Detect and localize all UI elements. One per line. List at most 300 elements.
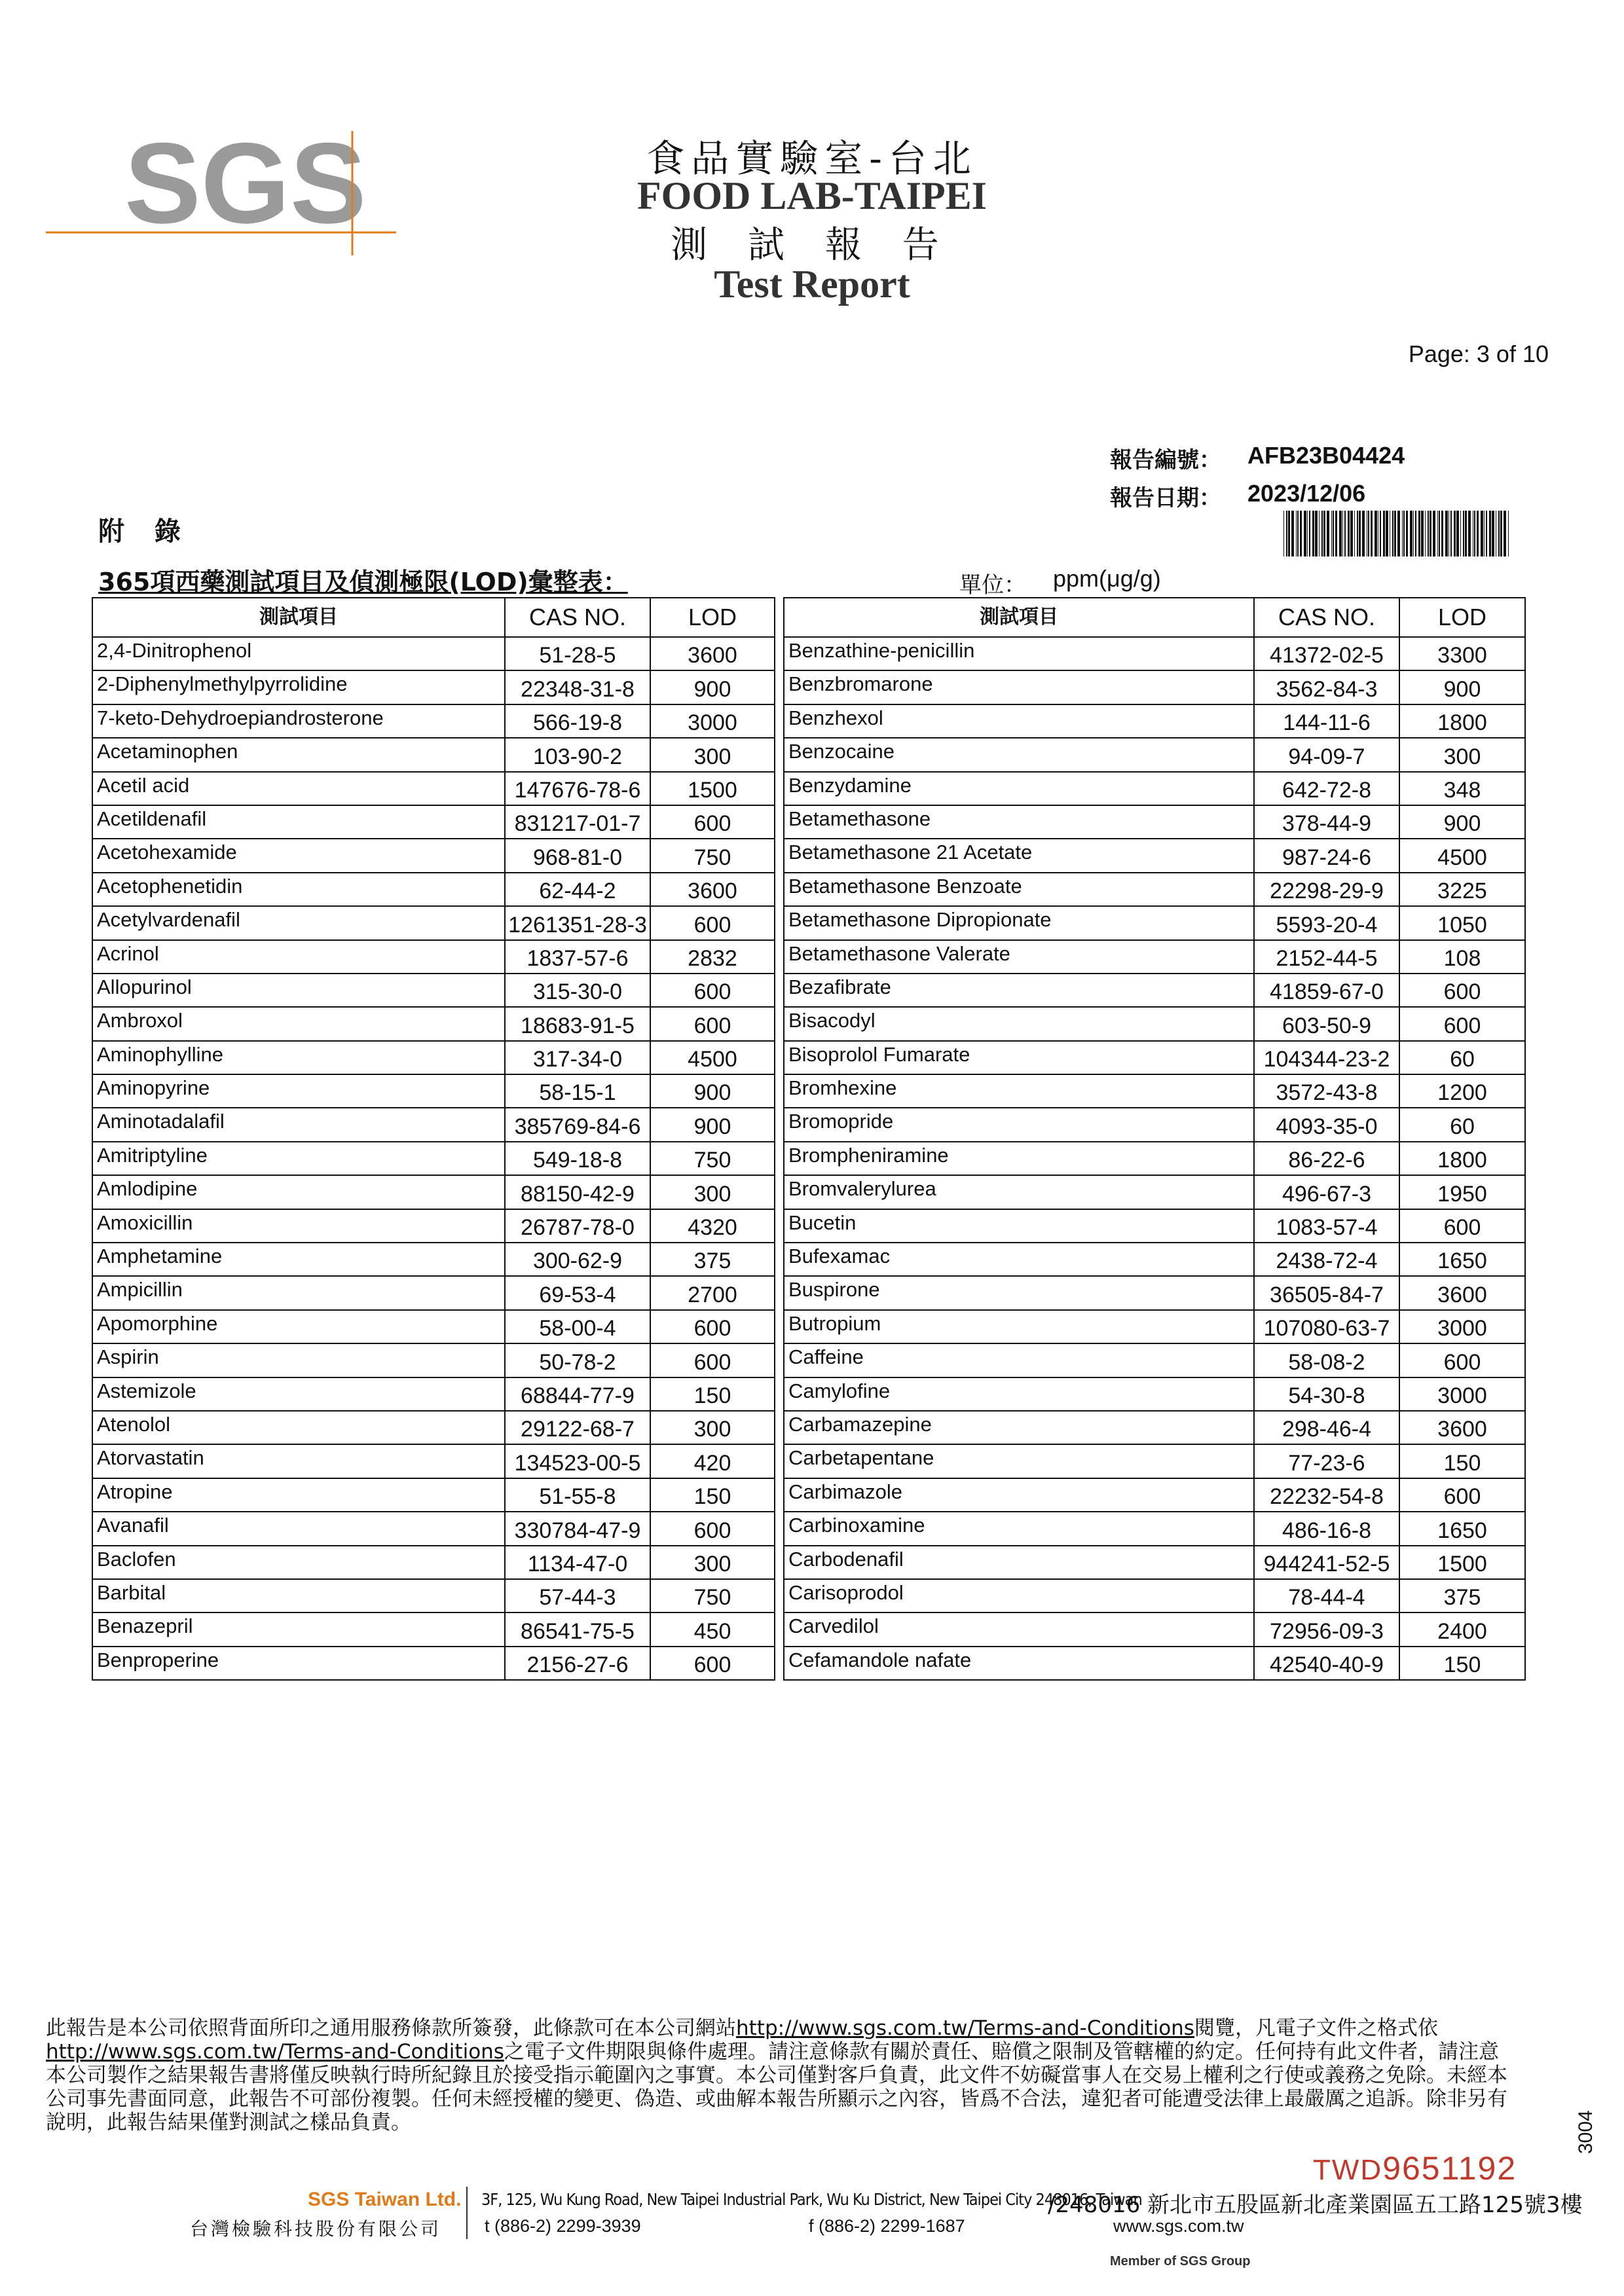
barcode-bar [1500, 511, 1502, 556]
barcode-bar [1456, 511, 1459, 556]
drug-name: 2,4-Dinitrophenol [92, 637, 505, 670]
terms-link[interactable]: http://www.sgs.com.tw/Terms-and-Conditions [736, 2016, 1194, 2040]
table-row [784, 704, 1525, 738]
table-header [784, 598, 1525, 637]
lod-value: 600 [1399, 1343, 1525, 1377]
table-row [92, 1209, 775, 1243]
cas-number: 107080-63-7 [1254, 1310, 1399, 1343]
drug-name: Carisoprodol [784, 1579, 1254, 1613]
barcode-bar [1498, 511, 1500, 556]
drug-name: Aminotadalafil [92, 1108, 505, 1141]
barcode-bar [1437, 511, 1438, 556]
table-row [92, 704, 775, 738]
lod-value: 600 [650, 1310, 775, 1343]
drug-name: Aminopyrine [92, 1074, 505, 1108]
lod-value: 3000 [1399, 1377, 1525, 1411]
lod-value: 750 [650, 1579, 775, 1613]
drug-name: Amlodipine [92, 1175, 505, 1209]
cas-number: 41372-02-5 [1254, 637, 1399, 670]
barcode-bar [1486, 511, 1487, 556]
cas-number: 144-11-6 [1254, 704, 1399, 738]
barcode-bar [1463, 511, 1464, 556]
website[interactable]: www.sgs.com.tw [1113, 2216, 1244, 2236]
drug-name: Allopurinol [92, 974, 505, 1007]
lod-value: 60 [1399, 1041, 1525, 1074]
cas-number: 18683-91-5 [505, 1007, 650, 1040]
barcode-bar [1380, 511, 1381, 556]
barcode-bar [1413, 511, 1414, 556]
lod-value: 900 [650, 1108, 775, 1141]
cas-number: 378-44-9 [1254, 805, 1399, 839]
cas-number: 330784-47-9 [505, 1512, 650, 1545]
lod-value: 3225 [1399, 873, 1525, 906]
drug-name: Benzocaine [784, 738, 1254, 771]
drug-name: Acetil acid [92, 772, 505, 805]
drug-name: Avanafil [92, 1512, 505, 1545]
lod-value: 300 [650, 738, 775, 771]
cas-number: 831217-01-7 [505, 805, 650, 839]
lod-value: 3000 [1399, 1310, 1525, 1343]
table-header [92, 598, 775, 637]
table-row [92, 940, 775, 974]
table-row [92, 1142, 775, 1175]
unit-value: ppm(μg/g) [1053, 565, 1161, 592]
table-row [92, 839, 775, 872]
appendix-label: 附 錄 [98, 517, 191, 547]
table-row [92, 1041, 775, 1074]
cas-number: 486-16-8 [1254, 1512, 1399, 1545]
lod-value: 900 [1399, 670, 1525, 704]
lod-value: 1800 [1399, 1142, 1525, 1175]
barcode-bar [1406, 511, 1408, 556]
barcode-bar [1333, 511, 1334, 556]
drug-name: Benzhexol [784, 704, 1254, 738]
barcode-bar [1474, 511, 1475, 556]
table-row [92, 906, 775, 939]
cas-number: 86-22-6 [1254, 1142, 1399, 1175]
cas-number: 69-53-4 [505, 1276, 650, 1309]
barcode-bar [1307, 511, 1308, 556]
cas-number: 68844-77-9 [505, 1377, 650, 1411]
sgs-logo-text: SGS [124, 124, 367, 247]
drug-name: Carbetapentane [784, 1444, 1254, 1478]
drug-name: Benazepril [92, 1613, 505, 1646]
drug-name: Bufexamac [784, 1243, 1254, 1276]
drug-name: Amphetamine [92, 1243, 505, 1276]
drug-name: Atropine [92, 1478, 505, 1512]
lod-value: 3000 [650, 704, 775, 738]
cas-number: 1083-57-4 [1254, 1209, 1399, 1243]
lod-value: 4500 [1399, 839, 1525, 872]
lod-value: 1500 [1399, 1546, 1525, 1579]
cas-number: 104344-23-2 [1254, 1041, 1399, 1074]
table-row [784, 1276, 1525, 1309]
lod-value: 900 [650, 670, 775, 704]
barcode-bar [1297, 511, 1299, 556]
cas-number: 1134-47-0 [505, 1546, 650, 1579]
drug-name: Camylofine [784, 1377, 1254, 1411]
drug-name: Bisacodyl [784, 1007, 1254, 1040]
barcode-bar [1357, 511, 1358, 556]
cas-number: 3572-43-8 [1254, 1074, 1399, 1108]
lod-value: 1500 [650, 772, 775, 805]
table-row [784, 1108, 1525, 1141]
table-row [92, 1243, 775, 1276]
barcode-bar [1468, 511, 1471, 556]
cas-number: 51-55-8 [505, 1478, 650, 1512]
drug-name: Benzbromarone [784, 670, 1254, 704]
barcode-bar [1339, 511, 1342, 556]
disclaimer-text: 此報告是本公司依照背面所印之通用服務條款所簽發，此條款可在本公司網站 [46, 2016, 736, 2040]
cas-number: 147676-78-6 [505, 772, 650, 805]
table-row [92, 1310, 775, 1343]
lod-value: 375 [650, 1243, 775, 1276]
lod-value: 600 [1399, 1007, 1525, 1040]
lod-value: 150 [650, 1377, 775, 1411]
drug-name: Carvedilol [784, 1613, 1254, 1646]
drug-name: Acetaminophen [92, 738, 505, 771]
barcode-bar [1484, 511, 1485, 556]
cas-number: 22348-31-8 [505, 670, 650, 704]
col-header-lod: LOD [1399, 598, 1525, 637]
cas-number: 385769-84-6 [505, 1108, 650, 1141]
barcode-bar [1296, 511, 1297, 556]
drug-name: Betamethasone [784, 805, 1254, 839]
lab-name-zh: 食品實驗室-台北 [646, 136, 978, 181]
cas-number: 54-30-8 [1254, 1377, 1399, 1411]
drug-name: Benproperine [92, 1647, 505, 1680]
table-row [784, 1142, 1525, 1175]
drug-name: Acetylvardenafil [92, 906, 505, 939]
col-header-cas: CAS NO. [1254, 598, 1399, 637]
cas-number: 1837-57-6 [505, 940, 650, 974]
drug-name: Acetohexamide [92, 839, 505, 872]
lod-value: 750 [650, 839, 775, 872]
barcode-bar [1428, 511, 1429, 556]
barcode-bar [1492, 511, 1494, 556]
barcode-bar [1291, 511, 1294, 556]
cas-number: 103-90-2 [505, 738, 650, 771]
barcode-bar [1508, 511, 1509, 556]
barcode-bar [1415, 511, 1416, 556]
lod-value: 600 [1399, 1478, 1525, 1512]
barcode-bar [1327, 511, 1329, 556]
lod-value: 420 [650, 1444, 775, 1478]
drug-name: Butropium [784, 1310, 1254, 1343]
lod-table-left [92, 597, 775, 1681]
lod-value: 348 [1399, 772, 1525, 805]
serial-value: 9651192 [1382, 2150, 1517, 2187]
barcode-bar [1342, 511, 1343, 556]
table-row [784, 1209, 1525, 1243]
barcode-bar [1425, 511, 1426, 556]
lod-value: 1650 [1399, 1512, 1525, 1545]
col-header-lod: LOD [650, 598, 775, 637]
drug-name: Aspirin [92, 1343, 505, 1377]
drug-name: Aminophylline [92, 1041, 505, 1074]
table-row [784, 1007, 1525, 1040]
cas-number: 298-46-4 [1254, 1411, 1399, 1444]
col-header-item: 測試項目 [784, 598, 1254, 637]
barcode-bar [1331, 511, 1332, 556]
table-row [92, 1478, 775, 1512]
lod-value: 300 [650, 1175, 775, 1209]
table-row [784, 637, 1525, 670]
table-row [784, 1579, 1525, 1613]
table-row [784, 805, 1525, 839]
drug-name: Caffeine [784, 1343, 1254, 1377]
drug-name: Bucetin [784, 1209, 1254, 1243]
barcode-bar [1397, 511, 1400, 556]
barcode-bar [1283, 511, 1284, 556]
table-row [784, 1343, 1525, 1377]
table-row [784, 1613, 1525, 1646]
lod-value: 600 [650, 1007, 775, 1040]
barcode-bar [1323, 511, 1325, 556]
table-row [784, 1310, 1525, 1343]
barcode-bar [1418, 511, 1420, 556]
cas-number: 57-44-3 [505, 1579, 650, 1613]
barcode-bar [1394, 511, 1396, 556]
barcode-bar [1383, 511, 1385, 556]
drug-name: Betamethasone Dipropionate [784, 906, 1254, 939]
cas-number: 300-62-9 [505, 1243, 650, 1276]
drug-name: Carbimazole [784, 1478, 1254, 1512]
cas-number: 315-30-0 [505, 974, 650, 1007]
drug-name: Bezafibrate [784, 974, 1254, 1007]
barcode-bar [1362, 511, 1365, 556]
cas-number: 94-09-7 [1254, 738, 1399, 771]
barcode-bar [1300, 511, 1302, 556]
cas-number: 968-81-0 [505, 839, 650, 872]
cas-number: 987-24-6 [1254, 839, 1399, 872]
lod-value: 600 [650, 805, 775, 839]
table-row [784, 1411, 1525, 1444]
table-row [784, 1546, 1525, 1579]
cas-number: 78-44-4 [1254, 1579, 1399, 1613]
lod-value: 150 [650, 1478, 775, 1512]
table-row [784, 1647, 1525, 1680]
table-row [784, 1243, 1525, 1276]
cas-number: 566-19-8 [505, 704, 650, 738]
table-row [92, 1613, 775, 1646]
col-header-cas: CAS NO. [505, 598, 650, 637]
table-title: 365項西藥測試項目及偵測極限(LOD)彙整表： [98, 568, 628, 596]
lod-value: 3600 [650, 873, 775, 906]
drug-name: Brompheniramine [784, 1142, 1254, 1175]
cas-number: 50-78-2 [505, 1343, 650, 1377]
barcode-bar [1402, 511, 1403, 556]
table-row [784, 1444, 1525, 1478]
drug-name: Bisoprolol Fumarate [784, 1041, 1254, 1074]
barcode-bar [1386, 511, 1388, 556]
report-no-label: 報告編號： [1110, 447, 1221, 473]
unit-label: 單位： [959, 572, 1026, 598]
table-row [92, 1108, 775, 1141]
drug-name: Bromvalerylurea [784, 1175, 1254, 1209]
table-row [784, 906, 1525, 939]
barcode-bar [1430, 511, 1431, 556]
barcode-bar [1477, 511, 1479, 556]
table-row [92, 1007, 775, 1040]
table-row [784, 1175, 1525, 1209]
cas-number: 603-50-9 [1254, 1007, 1399, 1040]
lod-value: 600 [650, 1647, 775, 1680]
cas-number: 58-15-1 [505, 1074, 650, 1108]
barcode-bar [1375, 511, 1377, 556]
drug-name: Betamethasone 21 Acetate [784, 839, 1254, 872]
report-title-en: Test Report [714, 263, 910, 306]
lod-value: 300 [650, 1411, 775, 1444]
table-row [92, 1276, 775, 1309]
cas-number: 317-34-0 [505, 1041, 650, 1074]
drug-name: Carbodenafil [784, 1546, 1254, 1579]
lod-value: 900 [1399, 805, 1525, 839]
lod-table-right [783, 597, 1526, 1681]
table-row [92, 1411, 775, 1444]
lab-name-en: FOOD LAB-TAIPEI [637, 174, 987, 217]
disclaimer-text: 閱覽，凡電子文件之格式依 [1194, 2016, 1438, 2040]
barcode-bar [1304, 511, 1306, 556]
lod-value: 4320 [650, 1209, 775, 1243]
barcode-bar [1321, 511, 1323, 556]
cas-number: 1261351-28-3 [505, 906, 650, 939]
address-en: 3F, 125, Wu Kung Road, New Taipei Industrial Park, Wu Ku District, New Taipei City 248016, Taiwan [481, 2190, 1142, 2209]
barcode-bar [1354, 511, 1355, 556]
table-row [784, 873, 1525, 906]
table-row [784, 772, 1525, 805]
barcode-bar [1359, 511, 1361, 556]
report-no: AFB23B04424 [1247, 442, 1405, 469]
drug-name: Astemizole [92, 1377, 505, 1411]
drug-name: Barbital [92, 1579, 505, 1613]
lod-value: 300 [1399, 738, 1525, 771]
address-zh: /248016 新北市五股區新北產業園區五工路125號3樓 [1048, 2192, 1583, 2218]
disclaimer [46, 2016, 1513, 2134]
table-row [92, 772, 775, 805]
cas-number: 88150-42-9 [505, 1175, 650, 1209]
drug-name: Atenolol [92, 1411, 505, 1444]
drug-name: Carbamazepine [784, 1411, 1254, 1444]
cas-number: 86541-75-5 [505, 1613, 650, 1646]
lod-value: 3600 [650, 637, 775, 670]
drug-name: Apomorphine [92, 1310, 505, 1343]
table-row [784, 670, 1525, 704]
drug-name: Benzathine-penicillin [784, 637, 1254, 670]
cas-number: 58-08-2 [1254, 1343, 1399, 1377]
cas-number: 72956-09-3 [1254, 1613, 1399, 1646]
table-row [92, 1444, 775, 1478]
table-row [92, 637, 775, 670]
barcode-bar [1439, 511, 1440, 556]
cas-number: 58-00-4 [505, 1310, 650, 1343]
barcode-bar [1504, 511, 1506, 556]
cas-number: 29122-68-7 [505, 1411, 650, 1444]
cas-number: 5593-20-4 [1254, 906, 1399, 939]
barcode-bar [1350, 511, 1353, 556]
lod-value: 1200 [1399, 1074, 1525, 1108]
report-date-label: 報告日期： [1110, 485, 1221, 511]
member-label: Member of SGS Group [1110, 2254, 1251, 2269]
drug-name: Acrinol [92, 940, 505, 974]
lod-value: 4500 [650, 1041, 775, 1074]
cas-number: 2152-44-5 [1254, 940, 1399, 974]
lod-value: 600 [650, 974, 775, 1007]
drug-name: Ampicillin [92, 1276, 505, 1309]
table-row [92, 974, 775, 1007]
cas-number: 41859-67-0 [1254, 974, 1399, 1007]
lod-value: 750 [650, 1142, 775, 1175]
barcode-bar [1368, 511, 1369, 556]
cas-number: 26787-78-0 [505, 1209, 650, 1243]
table-row [92, 1579, 775, 1613]
barcode-bar [1315, 511, 1318, 556]
cas-number: 22232-54-8 [1254, 1478, 1399, 1512]
cas-number: 3562-84-3 [1254, 670, 1399, 704]
table-row [92, 1546, 775, 1579]
drug-name: Acetildenafil [92, 805, 505, 839]
lod-value: 600 [1399, 1209, 1525, 1243]
drug-name: Betamethasone Valerate [784, 940, 1254, 974]
barcode-bar [1403, 511, 1405, 556]
lod-value: 3600 [1399, 1276, 1525, 1309]
cas-number: 22298-29-9 [1254, 873, 1399, 906]
drug-name: Buspirone [784, 1276, 1254, 1309]
barcode-bar [1465, 511, 1467, 556]
cas-number: 2156-27-6 [505, 1647, 650, 1680]
cas-number: 642-72-8 [1254, 772, 1399, 805]
lod-value: 600 [1399, 974, 1525, 1007]
barcode-bar [1489, 511, 1491, 556]
drug-name: Baclofen [92, 1546, 505, 1579]
table-row [784, 1377, 1525, 1411]
table-row [784, 1074, 1525, 1108]
drug-name: 7-keto-Dehydroepiandrosterone [92, 704, 505, 738]
table-row [92, 1175, 775, 1209]
footer-divider [466, 2187, 468, 2239]
cas-number: 62-44-2 [505, 873, 650, 906]
barcode-bar [1441, 511, 1443, 556]
side-code: 3004 [1575, 2110, 1596, 2154]
drug-name: Amoxicillin [92, 1209, 505, 1243]
table-row [92, 1512, 775, 1545]
lod-value: 150 [1399, 1647, 1525, 1680]
barcode [1283, 511, 1513, 556]
cas-number: 4093-35-0 [1254, 1108, 1399, 1141]
barcode-bar [1288, 511, 1290, 556]
barcode-bar [1312, 511, 1314, 556]
lod-value: 2700 [650, 1276, 775, 1309]
table-row [784, 738, 1525, 771]
drug-name: Atorvastatin [92, 1444, 505, 1478]
terms-link[interactable]: http://www.sgs.com.tw/Terms-and-Conditions [46, 2040, 504, 2064]
barcode-bar [1445, 511, 1448, 556]
drug-name: Amitriptyline [92, 1142, 505, 1175]
lod-value: 3600 [1399, 1411, 1525, 1444]
table-row [784, 1041, 1525, 1074]
barcode-bar [1460, 511, 1461, 556]
drug-name: Bromhexine [784, 1074, 1254, 1108]
table-row [784, 1512, 1525, 1545]
barcode-bar [1371, 511, 1373, 556]
lod-value: 3300 [1399, 637, 1525, 670]
lod-value: 2400 [1399, 1613, 1525, 1646]
cas-number: 944241-52-5 [1254, 1546, 1399, 1579]
lod-value: 150 [1399, 1444, 1525, 1478]
disclaimer-text: 之電子文件期限與條件處理。請注意條款有關於責任、賠償之限制及管轄權的約定。任何持有此文件者，請注意本公司製作之結果報告書將僅反映執行時所紀錄且於接受指示範圍內之事實。本公司僅對客戶負責，此文件不妨礙當事人在交易上權利之行使或義務之免除。未經本公司事先書面同意，此報告不可部份複製。任何未經授權的變更、偽造、或曲解本報告所顯示之內容，皆爲不合法，違犯者可能遭受法律上最嚴厲之追訴。除非另有說明，此報告結果僅對測試之樣品負責。 [46, 2040, 1507, 2134]
lod-value: 600 [650, 1343, 775, 1377]
drug-name: Bromopride [784, 1108, 1254, 1141]
